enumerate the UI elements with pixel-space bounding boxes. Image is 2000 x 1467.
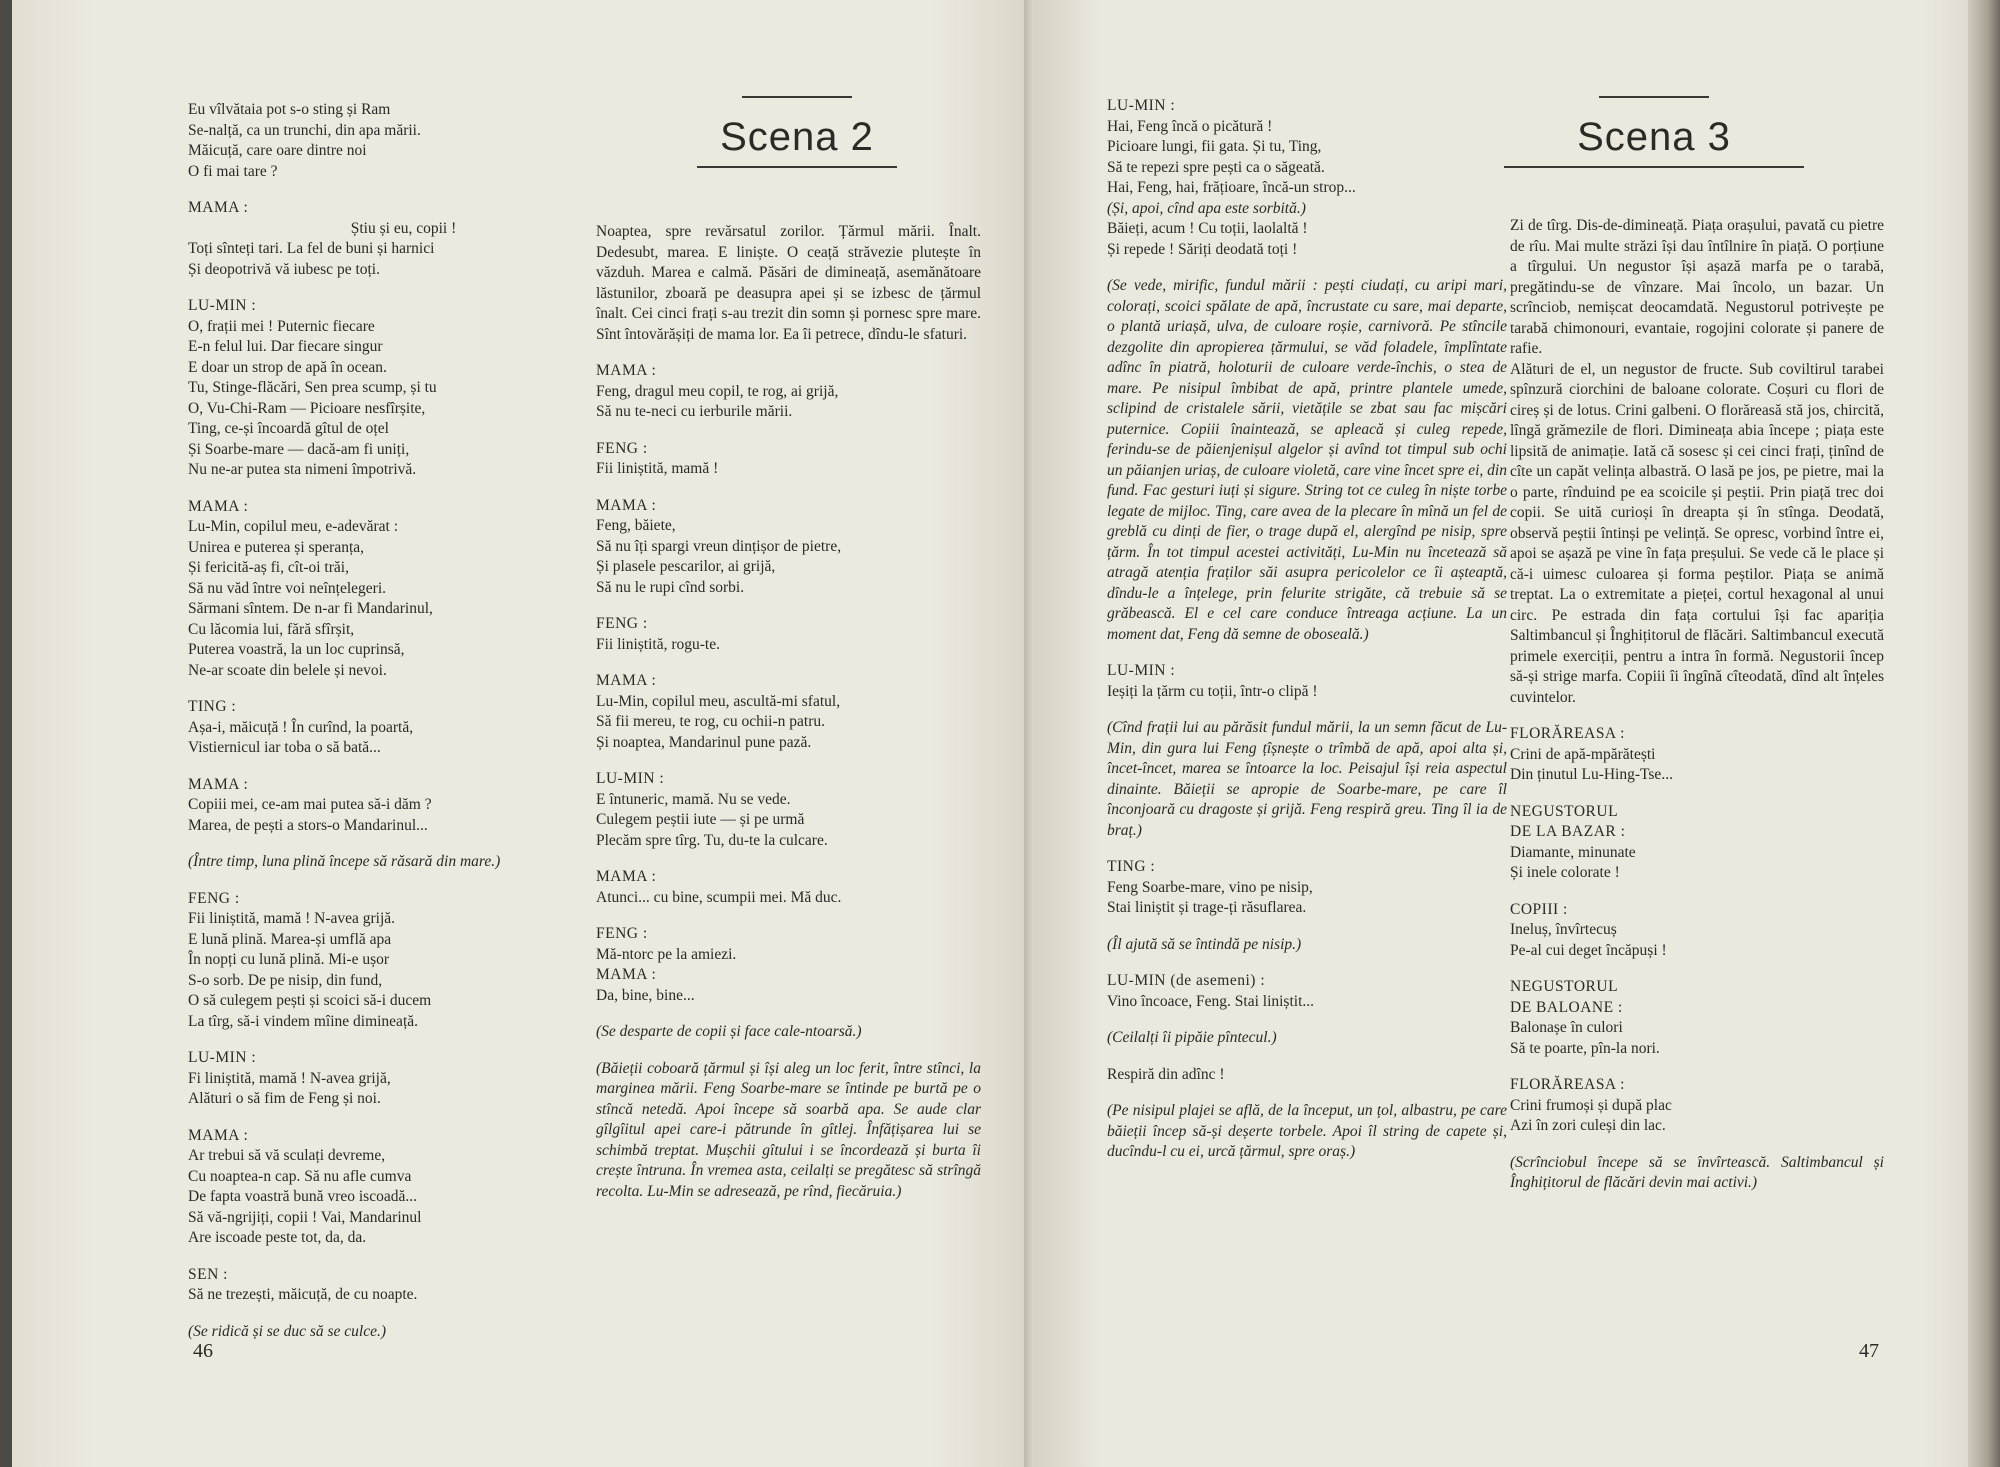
verse-line: Azi în zori culeși din lac. <box>1510 1117 1666 1134</box>
verse-line: Să te poarte, pîn-la nori. <box>1510 1039 1660 1057</box>
scene-3-heading <box>1504 96 1804 168</box>
verse-line: Alături o să fim de Feng și noi. <box>188 1090 381 1107</box>
spacer <box>596 480 981 496</box>
stage-direction: (Se ridică și se duc să se culce.) <box>188 1322 386 1340</box>
left-page-column-1 <box>188 100 588 1342</box>
verse-line: În nopți cu lună plină. Mi-e ușor <box>188 951 390 968</box>
verse-line: Toți sînteți tari. La fel de buni și harnici <box>188 240 435 257</box>
verse-line: Copiii mei, ce-am mai putea să-i dăm ? <box>188 796 432 813</box>
right-page-column-2 <box>1510 216 1884 1194</box>
verse-line: Să te repezi spre pești ca o săgeată. <box>1107 158 1325 176</box>
verse-line: Așa-i, măicuță ! În curînd, la poartă, <box>188 718 414 736</box>
scene-bottom-rule <box>1504 166 1804 168</box>
stage-direction: (Cînd frații lui au părăsit fundul mării, la un semn făcut de Lu-Min, din gura lui Feng țîșnește o trîmbă de apă, apoi alta și, încet-încet, marea se întoarce la loc. Peisajul își reia aspectul dinainte. Băieții se apropie de Soarbe-mare, pe care îl înconjoară cu dragoste și grijă. Feng respiră greu. Ting îl ia de braț.) <box>1107 719 1507 839</box>
spacer <box>1107 260 1507 276</box>
spacer <box>1107 1085 1507 1101</box>
page-number: 47 <box>1859 1340 1879 1362</box>
stage-direction: (Între timp, luna plină începe să răsară din mare.) <box>188 853 501 870</box>
speaker-name: LU-MIN : <box>188 297 257 314</box>
verse-line: Tu, Stinge-flăcări, Sen prea scump, și tu <box>188 379 437 396</box>
spacer <box>596 753 981 769</box>
spacer <box>596 655 981 671</box>
spacer <box>188 1306 588 1322</box>
verse-line: Culegem peștii iute — și pe urmă <box>596 811 805 828</box>
spacer <box>1107 645 1507 661</box>
verse-line: Și inele colorate ! <box>1510 864 1620 881</box>
verse-line: Feng Soarbe-mare, vino pe nisip, <box>1107 878 1313 896</box>
verse-line: Marea, de pești a stors-o Mandarinul... <box>188 816 428 834</box>
speaker-name: MAMA : <box>188 199 249 216</box>
spacer <box>1510 708 1884 724</box>
verse-line: Și repede ! Săriți deodată toți ! <box>1107 240 1298 258</box>
right-page-column-1 <box>1107 96 1507 1163</box>
verse-line: Ne-ar scoate din belele și nevoi. <box>188 661 387 679</box>
speaker-name: NEGUSTORUL <box>1510 802 1619 820</box>
verse-line: E-n felul lui. Dar fiecare singur <box>188 338 383 355</box>
speaker-name: FLORĂREASA : <box>1510 1076 1625 1093</box>
verse-line: Fi liniștită, mamă ! N-avea grijă, <box>188 1069 391 1087</box>
scene-description: Alături de el, un negustor de fructe. Sub coviltirul tarabei spînzură ciorchini de baloane colorate. Coșuri cu flori de cireș și de lotus. Crini galbeni. O florăreasă stă jos, chircită, lîngă grămezile de flori. Dimineața abia începe ; piața este lipsită de animație. Iată că sosesc și cei cinci frați, ținînd de cîte un capăt velința albastră. O lasă pe jos, pe pietre, mai la o parte, rînduind pe ea scoicile și peștii. Prin piață trec doi copii. Se uită curioși în dreapta și în stînga. Deodată, observă peștii întinși pe velință. Se opresc, vorbind între ei, apoi se așază pe vine în fața preșului. Se vede că le place și că-i uimesc culoarea și forma peștilor. Piața se animă treptat. La o extremitate a pieței, cortul hexagonal al unui circ. Pe estrada din fața cortului își fac apariția Saltimbancul și Înghițitorul de flăcări. Saltimbancul execută primele exerciții, pentru a intra în formă. Negustorii încep să-și strige marfa. Copiii îi îngînă cîteodată, dînd alt înțeles cuvintelor. <box>1510 360 1884 706</box>
speaker-name: LU-MIN : <box>1107 662 1176 679</box>
stage-direction: (Și, apoi, cînd apa este sorbită.) <box>1107 199 1306 217</box>
speaker-name: NEGUSTORUL <box>1510 978 1619 995</box>
verse-line: La tîrg, să-i vindem mîine dimineață. <box>188 1012 419 1030</box>
spacer <box>1107 1049 1507 1065</box>
verse-line: De fapta voastră bună vreo iscoadă... <box>188 1188 417 1205</box>
verse-line: Din ținutul Lu-Hing-Tse... <box>1510 766 1673 783</box>
speaker-name: MAMA : <box>596 868 657 885</box>
verse-line: Balonașe în culori <box>1510 1019 1623 1036</box>
spacer <box>596 851 981 867</box>
scene-description: Zi de tîrg. Dis-de-dimineață. Piața orașului, pavată cu pietre de rîu. Mai multe străzi își dau întîlnire în piață. O porțiune a tîrgului. Un negustor își așază marfa pe o tarabă, pregătindu-se de vînzare. Mai încolo, un bazar. Un scrînciob, nemișcat deocamdată. Negustorul potrivește pe tarabă chimonouri, evantaie, rogojini colorate și panere de rafie. <box>1510 217 1884 357</box>
scene-top-rule <box>742 96 852 98</box>
verse-line: Ineluș, învîrtecuș <box>1510 921 1617 938</box>
verse-line: Ting, ce-și încoardă gîtul de oțel <box>188 420 389 437</box>
spacer <box>596 1006 981 1022</box>
verse-line: O să culegem pești și scoici să-i ducem <box>188 992 432 1009</box>
verse-line: Să nu te-neci cu ierburile mării. <box>596 403 793 420</box>
verse-line: Crini frumoși și după plac <box>1510 1096 1672 1114</box>
verse-line: Hai, Feng încă o picătură ! <box>1107 117 1273 135</box>
speaker-name: TING : <box>188 698 237 715</box>
spacer <box>1510 884 1884 900</box>
verse-line: Ar trebui să vă sculați devreme, <box>188 1147 386 1164</box>
speaker-name: FENG : <box>596 615 648 632</box>
left-page-column-2 <box>596 222 981 1202</box>
speaker-name: LU-MIN : <box>1107 97 1176 114</box>
verse-line: Fii liniștită, mamă ! N-avea grijă. <box>188 910 396 927</box>
scene-bottom-rule <box>697 166 897 168</box>
spacer <box>188 681 588 697</box>
scene-title: Scena 2 <box>720 115 874 159</box>
stage-direction: (Se desparte de copii și face cale-ntoarsă.) <box>596 1023 862 1040</box>
verse-line: Feng, băiete, <box>596 517 676 534</box>
speaker-name: LU-MIN (de asemeni) : <box>1107 972 1266 989</box>
stage-direction: (Îl ajută să se întindă pe nisip.) <box>1107 935 1302 953</box>
speaker-name: MAMA : <box>596 966 657 983</box>
verse-line: Și noaptea, Mandarinul pune pază. <box>596 733 812 751</box>
verse-line: Vistiernicul iar toba o să bată... <box>188 739 381 756</box>
verse-line: Să nu îți spargi vreun dințișor de pietre, <box>596 537 842 555</box>
spacer <box>1510 786 1884 802</box>
spacer <box>596 1043 981 1059</box>
verse-line: Lu-Min, copilul meu, ascultă-mi sfatul, <box>596 692 841 710</box>
spacer <box>188 1249 588 1265</box>
verse-line: Da, bine, bine... <box>596 986 695 1004</box>
speaker-name: LU-MIN : <box>596 770 665 787</box>
spacer <box>1510 1137 1884 1153</box>
verse-line: Puterea voastră, la un loc cuprinsă, <box>188 641 405 658</box>
scene-top-rule <box>1599 96 1709 98</box>
verse-line: Crini de apă-mpărătești <box>1510 745 1656 763</box>
verse-line: O, Vu-Chi-Ram — Picioare nesfîrșite, <box>188 399 426 417</box>
verse-line: Și fericită-aș fi, cît-oi trăi, <box>188 559 349 576</box>
verse-line: Cu lăcomia lui, fără sfîrșit, <box>188 620 355 638</box>
stage-direction: (Scrînciobul începe să se învîrtească. Saltimbancul și Înghițitorul de flăcări devin mai activi.) <box>1510 1153 1884 1191</box>
speaker-name: FENG : <box>596 925 648 942</box>
page-number: 46 <box>193 1340 213 1362</box>
verse-line: Și Soarbe-mare — dacă-am fi uniți, <box>188 440 410 458</box>
verse-line: Băieți, acum ! Cu toții, laolaltă ! <box>1107 220 1308 237</box>
verse-line: Fii liniștită, rogu-te. <box>596 635 720 653</box>
verse-line: E întuneric, mamă. Nu se vede. <box>596 790 791 808</box>
verse-line: Unirea e puterea și speranța, <box>188 538 365 556</box>
verse-line: Feng, dragul meu copil, te rog, ai grijă, <box>596 382 839 400</box>
verse-line: Vino încoace, Feng. Stai liniștit... <box>1107 992 1315 1010</box>
spacer <box>188 873 588 889</box>
verse-line: Să nu le rupi cînd sorbi. <box>596 578 745 596</box>
speaker-name: MAMA : <box>188 1126 249 1144</box>
verse-line: E doar un strop de apă în ocean. <box>188 358 387 376</box>
spacer <box>596 908 981 924</box>
verse-line: Să ne trezești, măicuță, de cu noapte. <box>188 1286 418 1303</box>
spacer <box>596 598 981 614</box>
verse-line: S-o sorb. De pe nisip, din fund, <box>188 971 383 989</box>
stage-direction: (Ceilalți îi pipăie pîntecul.) <box>1107 1029 1277 1046</box>
scene-title: Scena 3 <box>1577 115 1731 159</box>
right-page <box>1034 0 2000 1467</box>
spacer <box>596 423 981 439</box>
stage-direction: (Băieții coboară țărmul și își aleg un loc ferit, între stînci, la marginea mării. Feng Soarbe-mare se întinde pe burtă pe o stîncă netedă. Apoi începe să soarbă apa. Se aude clar gîlgîitul apei care-i pătrunde în gîtlej. Înfățișarea lui se schimbă treptat. Mușchii gîtului i se încordează și burta îi crește întruna. În vremea asta, ceilalți se pregătesc să strîngă recolta. Lu-Min se adresează, pe rînd, fiecăruia.) <box>596 1059 981 1200</box>
spacer <box>596 345 981 361</box>
verse-line: Plecăm spre tîrg. Tu, du-te la culcare. <box>596 831 828 849</box>
verse-line: Fii liniștită, mamă ! <box>596 460 719 477</box>
spacer <box>1107 841 1507 857</box>
spacer <box>188 182 588 198</box>
verse-line: Și plasele pescarilor, ai grijă, <box>596 558 776 575</box>
verse-line: Respiră din adînc ! <box>1107 1065 1225 1083</box>
speaker-name: FLORĂREASA : <box>1510 725 1625 742</box>
scene-description: Noaptea, spre revărsatul zorilor. Țărmul mării. Înalt. Dedesubt, marea. E liniște. O ceață străvezie plutește în văzduh. Marea e calmă. Păsări de dimineață, asemănătoare lăstunilor, zboară pe deasupra apei și se izbesc de țărmul înalt. Cei cinci frați s-au trezit din somn și pornesc spre mare. Sînt întovărășiți de mama lor. Ea îi petrece, dîndu-le sfaturi. <box>596 223 981 343</box>
stage-direction: (Se vede, mirific, fundul mării : pești ciudați, cu aripi mari, colorați, scoici spălate de apă, încrustate cu sare, mai departe, o plantă uriașă, ulva, de culoare roșie, carnivoră. Pe stîncile dezgolite din apropierea țărmului, se văd foladele, împlîntate adînc în piatră, holoturii de culoare verde-închis, o stea de mare. Pe nisipul îmbibat de apă, printre plantele umede, sclipind de cristalele sării, vietățile se zbat sau fac mișcări puternice. Copiii înaintează, se apleacă și culeg repede, ferindu-se de păienjenișul algelor și avînd tot timpul sub ochi un păianjen uriaș, de culoare violetă, care vine încet spre ei, din fund. Fac gesturi iuți și sigure. String tot ce culeg în niște torbe legate de mijloc. Ting, care avea de la plecare în mînă un fel de greblă cu dinți de fier, o trage după el, alergînd pe nisip, spre țărm. În tot timpul acestei activități, Lu-Min nu încetează să atragă atenția fraților săi asupra pericolelor ce îi așteaptă, dîndu-le a înțelege, prin felurite strigăte, că trebuie să se grăbească. El e cel care conduce întreaga acțiune. La un moment dat, Feng dă semne de oboseală.) <box>1107 277 1507 643</box>
spacer <box>188 1110 588 1126</box>
verse-line: Eu vîlvătaia pot s-o sting și Ram <box>188 101 391 118</box>
verse-line: Nu ne-ar putea sta nimeni împotrivă. <box>188 461 417 478</box>
speaker-name: MAMA : <box>596 496 657 514</box>
speaker-name: DE BALOANE : <box>1510 998 1623 1016</box>
spacer <box>188 1032 588 1048</box>
verse-line: Se-nalță, ca un trunchi, din apa mării. <box>188 121 421 139</box>
verse-line: Pe-al cui deget încăpuși ! <box>1510 941 1667 959</box>
speaker-name: TING : <box>1107 858 1156 875</box>
speaker-name: COPIII : <box>1510 900 1568 918</box>
speaker-name: FENG : <box>596 439 648 457</box>
speaker-name: SEN : <box>188 1265 228 1283</box>
verse-line: Să fii mereu, te rog, cu ochii-n patru. <box>596 713 825 730</box>
verse-line: Știu și eu, copii ! <box>188 219 457 237</box>
spacer <box>188 836 588 852</box>
speaker-name: MAMA : <box>188 775 249 793</box>
spacer <box>1107 955 1507 971</box>
verse-line: Lu-Min, copilul meu, e-adevărat : <box>188 518 399 535</box>
verse-line: Cu noaptea-n cap. Să nu afle cumva <box>188 1167 412 1185</box>
speaker-name: LU-MIN : <box>188 1049 257 1066</box>
verse-line: O, frații mei ! Puternic fiecare <box>188 317 375 335</box>
speaker-name: MAMA : <box>596 672 657 689</box>
verse-line: Și deopotrivă vă iubesc pe toți. <box>188 260 380 278</box>
verse-line: Hai, Feng, hai, frățioare, încă-un strop... <box>1107 179 1356 196</box>
verse-line: Picioare lungi, fii gata. Și tu, Ting, <box>1107 138 1322 155</box>
verse-line: O fi mai tare ? <box>188 162 278 180</box>
spacer <box>1510 1059 1884 1075</box>
speaker-name: FENG : <box>188 889 240 907</box>
verse-line: Mă-ntorc pe la amiezi. <box>596 945 737 963</box>
speaker-name: MAMA : <box>596 362 657 379</box>
verse-line: Sărmani sîntem. De n-ar fi Mandarinul, <box>188 600 433 617</box>
spacer <box>1107 1012 1507 1028</box>
spacer <box>1107 702 1507 718</box>
stage-direction: (Pe nisipul plajei se află, de la început, un țol, albastru, pe care băieții încep să-și deșerte torbele. Apoi îl string de capete și, ducîndu-l cu ei, urcă țărmul, spre oraș.) <box>1107 1102 1507 1160</box>
spacer <box>1510 961 1884 977</box>
verse-line: Să vă-ngrijiți, copii ! Vai, Mandarinul <box>188 1208 422 1226</box>
speaker-name: DE LA BAZAR : <box>1510 823 1626 840</box>
spacer <box>1107 919 1507 935</box>
spacer <box>188 280 588 296</box>
spacer <box>188 759 588 775</box>
verse-line: Diamante, minunate <box>1510 843 1636 861</box>
verse-line: Să nu văd între voi neînțelegeri. <box>188 579 386 597</box>
scene-2-heading <box>702 96 892 168</box>
page-edge <box>1968 0 2000 1467</box>
verse-line: E lună plină. Marea-și umflă apa <box>188 930 392 948</box>
verse-line: Măicuță, care oare dintre noi <box>188 142 367 159</box>
left-page <box>12 0 1034 1467</box>
verse-line: Atunci... cu bine, scumpii mei. Mă duc. <box>596 888 842 906</box>
verse-line: Are iscoade peste tot, da, da. <box>188 1229 367 1246</box>
book-binding <box>0 0 12 1467</box>
spacer <box>188 481 588 497</box>
verse-line: Ieșiți la țărm cu toții, într-o clipă ! <box>1107 682 1318 700</box>
speaker-name: MAMA : <box>188 497 249 515</box>
verse-line: Stai liniștit și trage-ți răsuflarea. <box>1107 899 1307 916</box>
